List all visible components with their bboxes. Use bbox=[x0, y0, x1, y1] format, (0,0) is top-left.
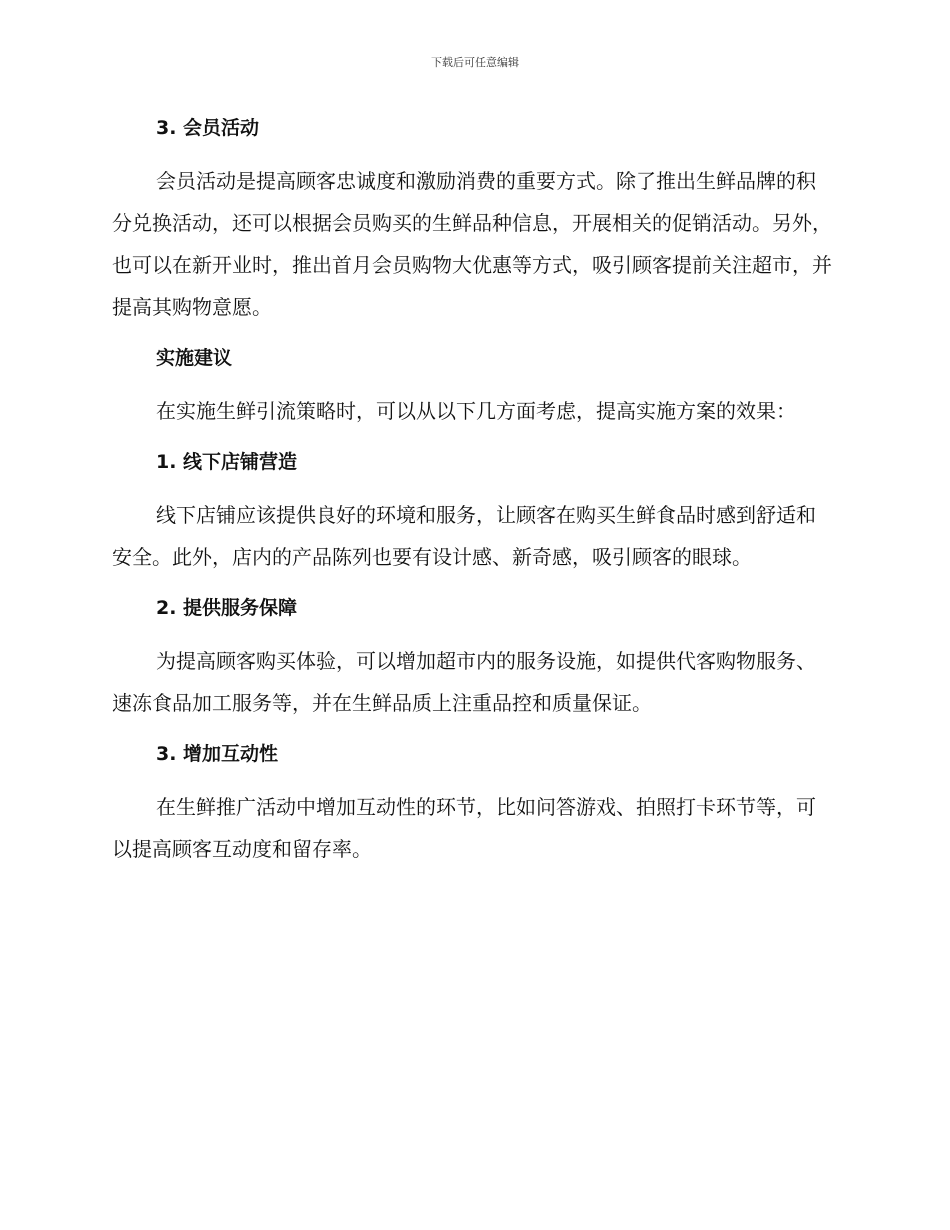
section-heading-implementation: 实施建议 bbox=[156, 347, 233, 369]
section-heading-service: 2. 提供服务保障 bbox=[156, 597, 298, 619]
section-heading-offline-store: 1. 线下店铺营造 bbox=[156, 451, 298, 473]
page-header-note: 下载后可任意编辑 bbox=[431, 56, 519, 69]
section-paragraph-offline-store: 线下店铺应该提供良好的环境和服务，让顾客在购买生鲜食品时感到舒适和安全。此外，店内的产品陈列也要有设计感、新奇感，吸引顾客的眼球。 bbox=[112, 503, 816, 569]
section-paragraph-service: 为提高顾客购买体验，可以增加超市内的服务设施，如提供代客购物服务、速冻食品加工服务等，并在生鲜品质上注重品控和质量保证。 bbox=[112, 649, 816, 715]
section-heading-membership: 3. 会员活动 bbox=[156, 117, 260, 139]
section-heading-interaction: 3. 增加互动性 bbox=[156, 743, 279, 765]
section-paragraph-interaction: 在生鲜推广活动中增加互动性的环节，比如问答游戏、拍照打卡环节等，可以提高顾客互动度和留存率。 bbox=[112, 795, 816, 861]
section-paragraph-implementation: 在实施生鲜引流策略时，可以从以下几方面考虑，提高实施方案的效果： bbox=[156, 399, 796, 423]
section-paragraph-membership: 会员活动是提高顾客忠诚度和激励消费的重要方式。除了推出生鲜品牌的积分兑换活动，还可以根据会员购买的生鲜品种信息，开展相关的促销活动。另外，也可以在新开业时，推出首月会员购物大优惠等方式，吸引顾客提前关注超市，并提高其购物意愿。 bbox=[112, 169, 832, 319]
document-body bbox=[112, 108, 832, 870]
